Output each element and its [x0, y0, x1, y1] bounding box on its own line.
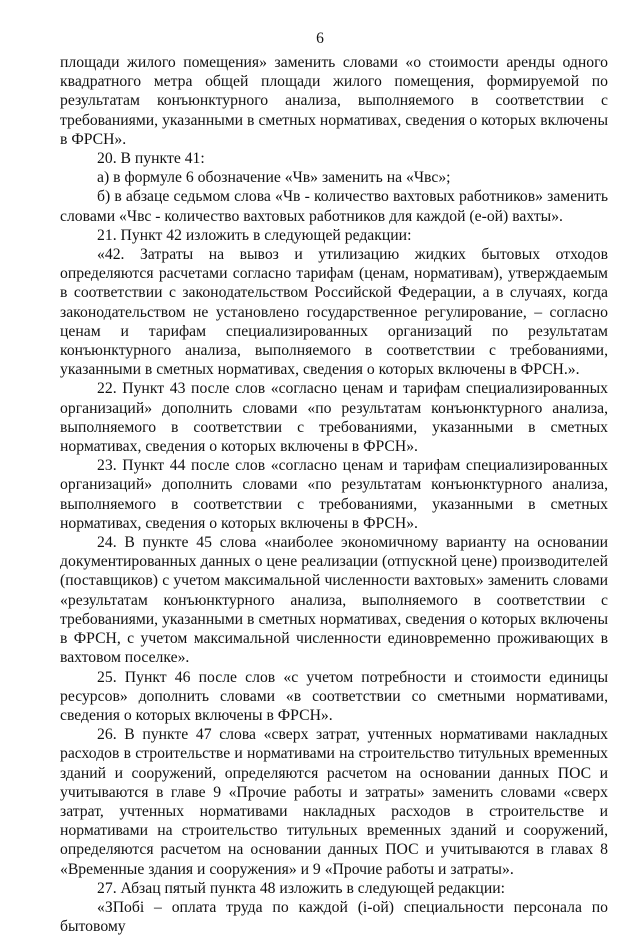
paragraph-item-20a: а) в формуле 6 обозначение «Чв» заменить на «Чвс»;	[97, 169, 451, 187]
paragraph-item-20b: б) в абзаце седьмом слова «Чв - количество вахтовых работников» заменить словами «Чвс - количество вахтовых работников для каждой (е-ой) вахты».	[60, 188, 608, 225]
paragraph-item-42-text: «42. Затраты на вывоз и утилизацию жидких бытовых отходов определяются расчетами согласно тарифам (ценам, нормативам), утверждаемым в соответствии с законодательством Российской Федерации, а в случаях, когда законодательством не установлено государственное регулирование, – согласно ценам и тарифам специализированных организаций по результатам конъюнктурного анализа, выполняемого в соответствии с требованиями, указанными в сметных нормативах, сведения о которых включены в ФРСН.».	[60, 246, 608, 379]
paragraph-item-26: 26. В пункте 47 слова «сверх затрат, учтенных нормативами накладных расходов в строительстве и нормативами на строительство титульных временных зданий и сооружений, определяются расчетом на основании данных ПОС и учитываются в главе 9 «Прочие работы и затраты» заменить словами «сверх затрат, учтенных нормативами накладных расходов в строительстве и нормативами на строительство титульных временных зданий и сооружений, определяются расчетом на основании данных ПОС и учитываются в главах 8 «Временные здания и сооружения» и 9 «Прочие работы и затраты».	[60, 726, 608, 878]
paragraph-continuation: площади жилого помещения» заменить словами «о стоимости аренды одного квадратного метра общей площади жилого помещения, формируемой по результатам конъюнктурного анализа, выполняемого в соответствии с требованиями, указанными в сметных нормативах, сведения о которых включены в ФРСН».	[60, 54, 608, 148]
paragraph-item-20: 20. В пункте 41:	[97, 150, 205, 168]
paragraph-item-24: 24. В пункте 45 слова «наиболее экономичному варианту на основании документированных данных о цене реализации (отпускной цене) производителей (поставщиков) с учетом максимальной численности вахтовых» заменить словами «результатам конъюнктурного анализа, выполняемого в соответствии с требованиями, указанными в сметных нормативах, сведения о которых включены в ФРСН, с учетом максимальной численности единовременно проживающих в вахтовом поселке».	[60, 534, 608, 667]
page-number: 6	[316, 30, 324, 47]
paragraph-item-22: 22. Пункт 43 после слов «согласно ценам и тарифам специализированных организаций» дополнить словами «по результатам конъюнктурного анализа, выполняемого в соответствии с требованиями, указанными в сметных нормативах, сведения о которых включены в ФРСН».	[60, 380, 608, 456]
paragraph-formula-definition: «ЗПобi – оплата труда по каждой (i-ой) специальности персонала по бытовому	[60, 898, 608, 936]
paragraph-item-25: 25. Пункт 46 после слов «с учетом потребности и стоимости единицы ресурсов» дополнить словами «в соответствии со сметными нормативами, сведения о которых включены в ФРСН».	[60, 668, 608, 724]
document-body	[60, 53, 608, 936]
paragraph-item-23: 23. Пункт 44 после слов «согласно ценам и тарифам специализированных организаций» дополнить словами «по результатам конъюнктурного анализа, выполняемого в соответствии с требованиями, указанными в сметных нормативах, сведения о которых включены в ФРСН».	[60, 457, 608, 532]
paragraph-item-21: 21. Пункт 42 изложить в следующей редакции:	[97, 226, 412, 244]
paragraph-item-27: 27. Абзац пятый пункта 48 изложить в следующей редакции:	[97, 879, 505, 897]
